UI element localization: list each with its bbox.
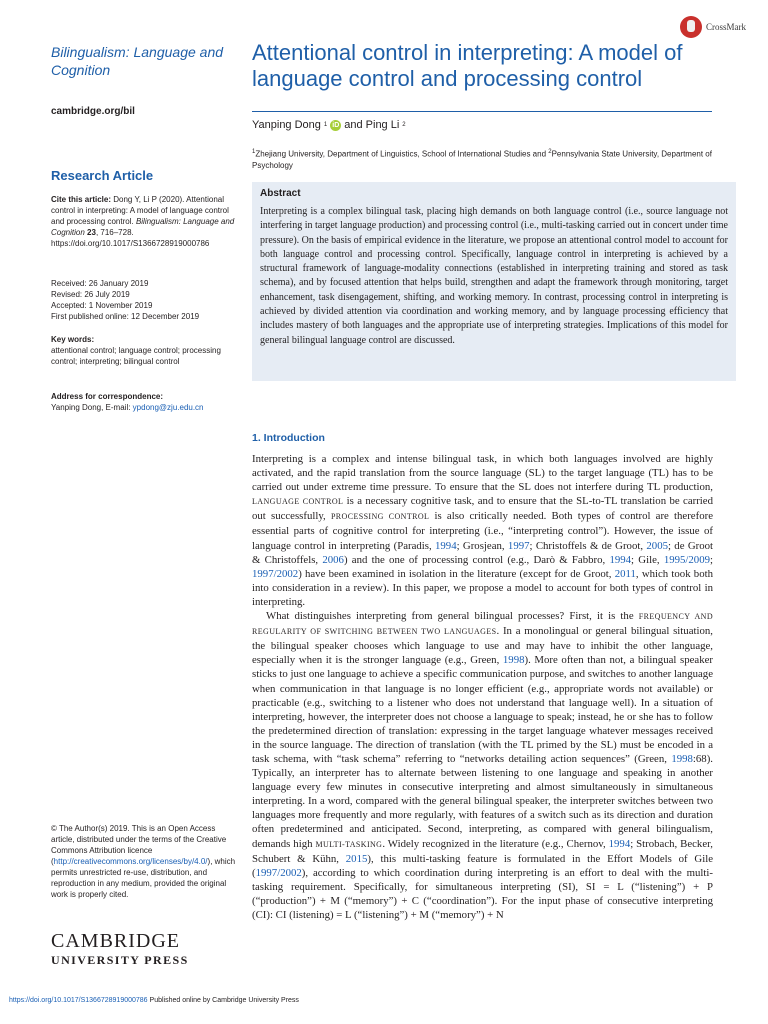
citation-link[interactable]: 2005: [646, 539, 668, 552]
text-run: What distinguishes interpreting from general bilingual processes? First, it is the: [266, 610, 639, 623]
publisher-logo: [51, 931, 241, 968]
correspondence-block: [51, 391, 241, 413]
open-access-text-end: ), which permits unrestricted re-use, distribution, and reproduction in any medium, provided the original work is properly cited.: [51, 857, 236, 899]
introduction-body: [252, 452, 713, 922]
date-received: Received: 26 January 2019: [51, 279, 149, 288]
author-sup: 1: [323, 122, 328, 128]
affiliation-2: Pennsylvania State University, Department of Psychology: [252, 149, 712, 170]
abstract-text: Interpreting is a complex bilingual task, placing high demands on both language control (i.e., source language not interfering in target language production) and processing control (i.e., multi-tasking carried out in concert under time pressure). On the basis of empirical evidence in the literature, we propose an attentional control model to account for both language control and processing control. Specifically, language control in interpreting is achieved by a structural framework of language-modality connections (established in interpreting training and stored as task schema), and by focused attention that helps build, strengthen and adapt the framework through monitoring, target enhancement, task disengagement, shifting, and working memory. In contrast, processing control in interpreting is achieved by divided attention via coordination and working memory, and by language processing efficiency that includes mastery of both languages and the appropriate use of interpreting strategies. Implications of this model for general bilingual language control are discussed.: [260, 206, 728, 346]
title-divider: [252, 111, 712, 112]
crossmark-label: CrossMark: [706, 22, 746, 32]
citation-link[interactable]: 1998: [671, 752, 693, 765]
citation-link[interactable]: 1994: [608, 837, 631, 850]
author-name-2: and Ping Li: [344, 119, 400, 131]
text-run: ; Christoffels & de Groot,: [529, 539, 647, 552]
cite-text: Dong Y, Li P (2020). Attentional control in interpreting: A model of language control and processing control.: [51, 195, 229, 226]
text-run: ), this multi-tasking feature is formulated in the Effort Models of Gile (: [252, 852, 713, 879]
citation-link[interactable]: 2011: [614, 567, 636, 580]
article-type: Research Article: [51, 168, 154, 183]
emphasis-term: MULTI-TASKING: [315, 839, 383, 849]
citation-link[interactable]: 1997/2002: [252, 567, 299, 580]
cite-volume: 23: [84, 228, 96, 237]
text-run: ; Strobach, Becker, Schubert & Kühn,: [252, 837, 713, 865]
keywords-block: [51, 334, 241, 367]
keywords-label: Key words:: [51, 335, 95, 344]
text-run: is a necessary cognitive task, and to ensure that the SL-to-TL translation be carried out successfully,: [252, 495, 713, 523]
keywords-text: attentional control; language control; processing control; interpreting; bilingual control: [51, 346, 221, 366]
text-run: ) and the one of processing control (e.g., Darò & Fabbro,: [343, 553, 610, 566]
text-run: Interpreting is a complex and intense bilingual task, in which both languages involved are highly activated, and the rapid translation from the source language (SL) to the target language (TL) has to be carried out under extreme time pressure. To ensure that the SL does not interfere during TL production,: [252, 453, 713, 494]
open-access-notice: [51, 823, 241, 900]
open-access-text: © The Author(s) 2019. This is an Open Access article, distributed under the terms of the Creative Commons Attribution licence (: [51, 824, 227, 866]
crossmark-badge[interactable]: [680, 12, 760, 42]
emphasis-term: FREQUENCY AND REGULARITY OF SWITCHING BETWEEN TWO LANGUAGES: [252, 612, 713, 637]
cite-journal: Bilingualism: Language and Cognition: [51, 217, 235, 237]
dates-block: [51, 278, 241, 322]
text-run: is also critically needed. Both types of control are therefore essential parts of cognitive control for interpreting (i.e., “interpreting control”). However, the issue of language control in interpreting (Paradis,: [252, 510, 713, 552]
affil-sup-1: 1: [252, 149, 256, 155]
page-footer: [9, 997, 299, 1004]
author-name: Yanping Dong: [252, 119, 321, 131]
citation-link[interactable]: 1994: [609, 553, 632, 566]
paragraph: [252, 609, 713, 922]
text-run: ). More often than not, a bilingual speaker sticks to just one language to achieve a specific communication purpose, and switches to another language when communication in that language is no longer efficient (e.g., appropriate words not available) or practicable (e.g., switching to a listener who does not understand that language well). In a situation of interpreting, however, the interpreter does not choose a language to speak; instead, he or she has to follow the predetermined direction of translation: expressing in the target language whatever messages received in the source language. The direction of translation (with the TL primed by the SL) must be encoded in a task schema, with “task schema” referring to “networks detailing action sequences” (Green,: [252, 654, 713, 765]
date-accepted: Accepted: 1 November 2019: [51, 301, 153, 310]
cite-label: Cite this article:: [51, 195, 112, 204]
section-heading-introduction: 1. Introduction: [252, 432, 325, 444]
correspondence-label: Address for correspondence:: [51, 392, 164, 401]
footer-text: Published online by Cambridge University Press: [147, 997, 299, 1004]
citation-link[interactable]: 1994: [435, 539, 457, 552]
affiliation-1: Zhejiang University, Department of Linguistics, School of International Studies and: [255, 149, 549, 159]
cite-doi: , 716–728. https://doi.org/10.1017/S1366728919000786: [51, 228, 210, 248]
emphasis-term: PROCESSING CONTROL: [330, 512, 430, 522]
abstract-heading: Abstract: [260, 188, 301, 199]
journal-title: Bilingualism: Language and Cognition: [51, 44, 224, 78]
paragraph: [252, 452, 713, 609]
orcid-icon[interactable]: iD: [332, 121, 340, 129]
publisher-logo-line1: CAMBRIDGE: [51, 930, 181, 952]
cite-block: [51, 194, 241, 249]
text-run: . Widely recognized in the literature (e.g., Chernov,: [382, 837, 609, 850]
text-run: ; Gile,: [631, 553, 664, 566]
abstract-box: [252, 182, 736, 381]
citation-link[interactable]: 2015: [345, 852, 368, 865]
footer-doi-link[interactable]: https://doi.org/10.1017/S1366728919000786: [9, 997, 148, 1004]
paper-title: Attentional control in interpreting: A model of language control and processing control: [252, 40, 683, 91]
affiliations: [252, 147, 712, 171]
text-run: ; Grosjean,: [456, 539, 508, 552]
author-line: [252, 119, 406, 131]
correspondence-email[interactable]: ypdong@zju.edu.cn: [132, 403, 204, 412]
citation-link[interactable]: 1997/2002: [255, 866, 302, 879]
correspondence-text: Yanping Dong, E-mail:: [51, 403, 133, 412]
emphasis-term: LANGUAGE CONTROL: [252, 497, 344, 507]
publisher-logo-line2: UNIVERSITY PRESS: [51, 953, 189, 967]
affil-sup-2: 2: [548, 149, 552, 155]
citation-link[interactable]: 1998: [502, 654, 525, 667]
date-revised: Revised: 26 July 2019: [51, 290, 130, 299]
text-run: ), according to which coordination during interpreting is an effort to deal with the multi-tasking requirement. Specifically, for simultaneous interpreting (SI), SI = L (“listening”) + P (“production”) + M (“memory”) + C (“coordination”). For the input phase of consecutive interpreting (CI): CI (listening) = L (“listening”) + M (“memory”) + N: [252, 866, 713, 921]
citation-link[interactable]: 1995/2009: [663, 553, 710, 566]
text-run: , which took both into consideration in a review). In this paper, we propose a model to account for both types of control in interpreting.: [252, 567, 714, 608]
crossmark-icon: [680, 16, 702, 38]
license-link[interactable]: http://creativecommons.org/licenses/by/4.0/: [53, 857, 208, 866]
text-run: ;: [710, 553, 713, 566]
date-published: First published online: 12 December 2019: [51, 312, 200, 321]
journal-url[interactable]: cambridge.org/bil: [51, 106, 135, 117]
text-run: ; de Groot & Christoffels,: [252, 539, 714, 566]
citation-link[interactable]: 1997: [507, 539, 530, 552]
author-sup-2: 2: [402, 122, 406, 128]
text-run: :68). Typically, an interpreter has to alternate between listening to one language and speaking in another language every few minutes in consecutive interpreting and almost simultaneously in simultaneous interpreting. In a word, compared with the general bilingual speaker, the interpreter switches between two languages more frequently and more regularly, with features of a switch such as its direction and duration often predetermined and anticipated. Second, interpreting, as compared with general bilingualism, demands high: [252, 752, 713, 850]
citation-link[interactable]: 2006: [322, 553, 344, 566]
text-run: ) have been examined in isolation in the literature (except for de Groot,: [298, 567, 615, 580]
text-run: . In a monolingual or general bilingual situation, the bilingual speaker chooses which language to use and may have to inhibit the other language, especially when it is the stronger language (e.g., Green,: [252, 625, 713, 667]
